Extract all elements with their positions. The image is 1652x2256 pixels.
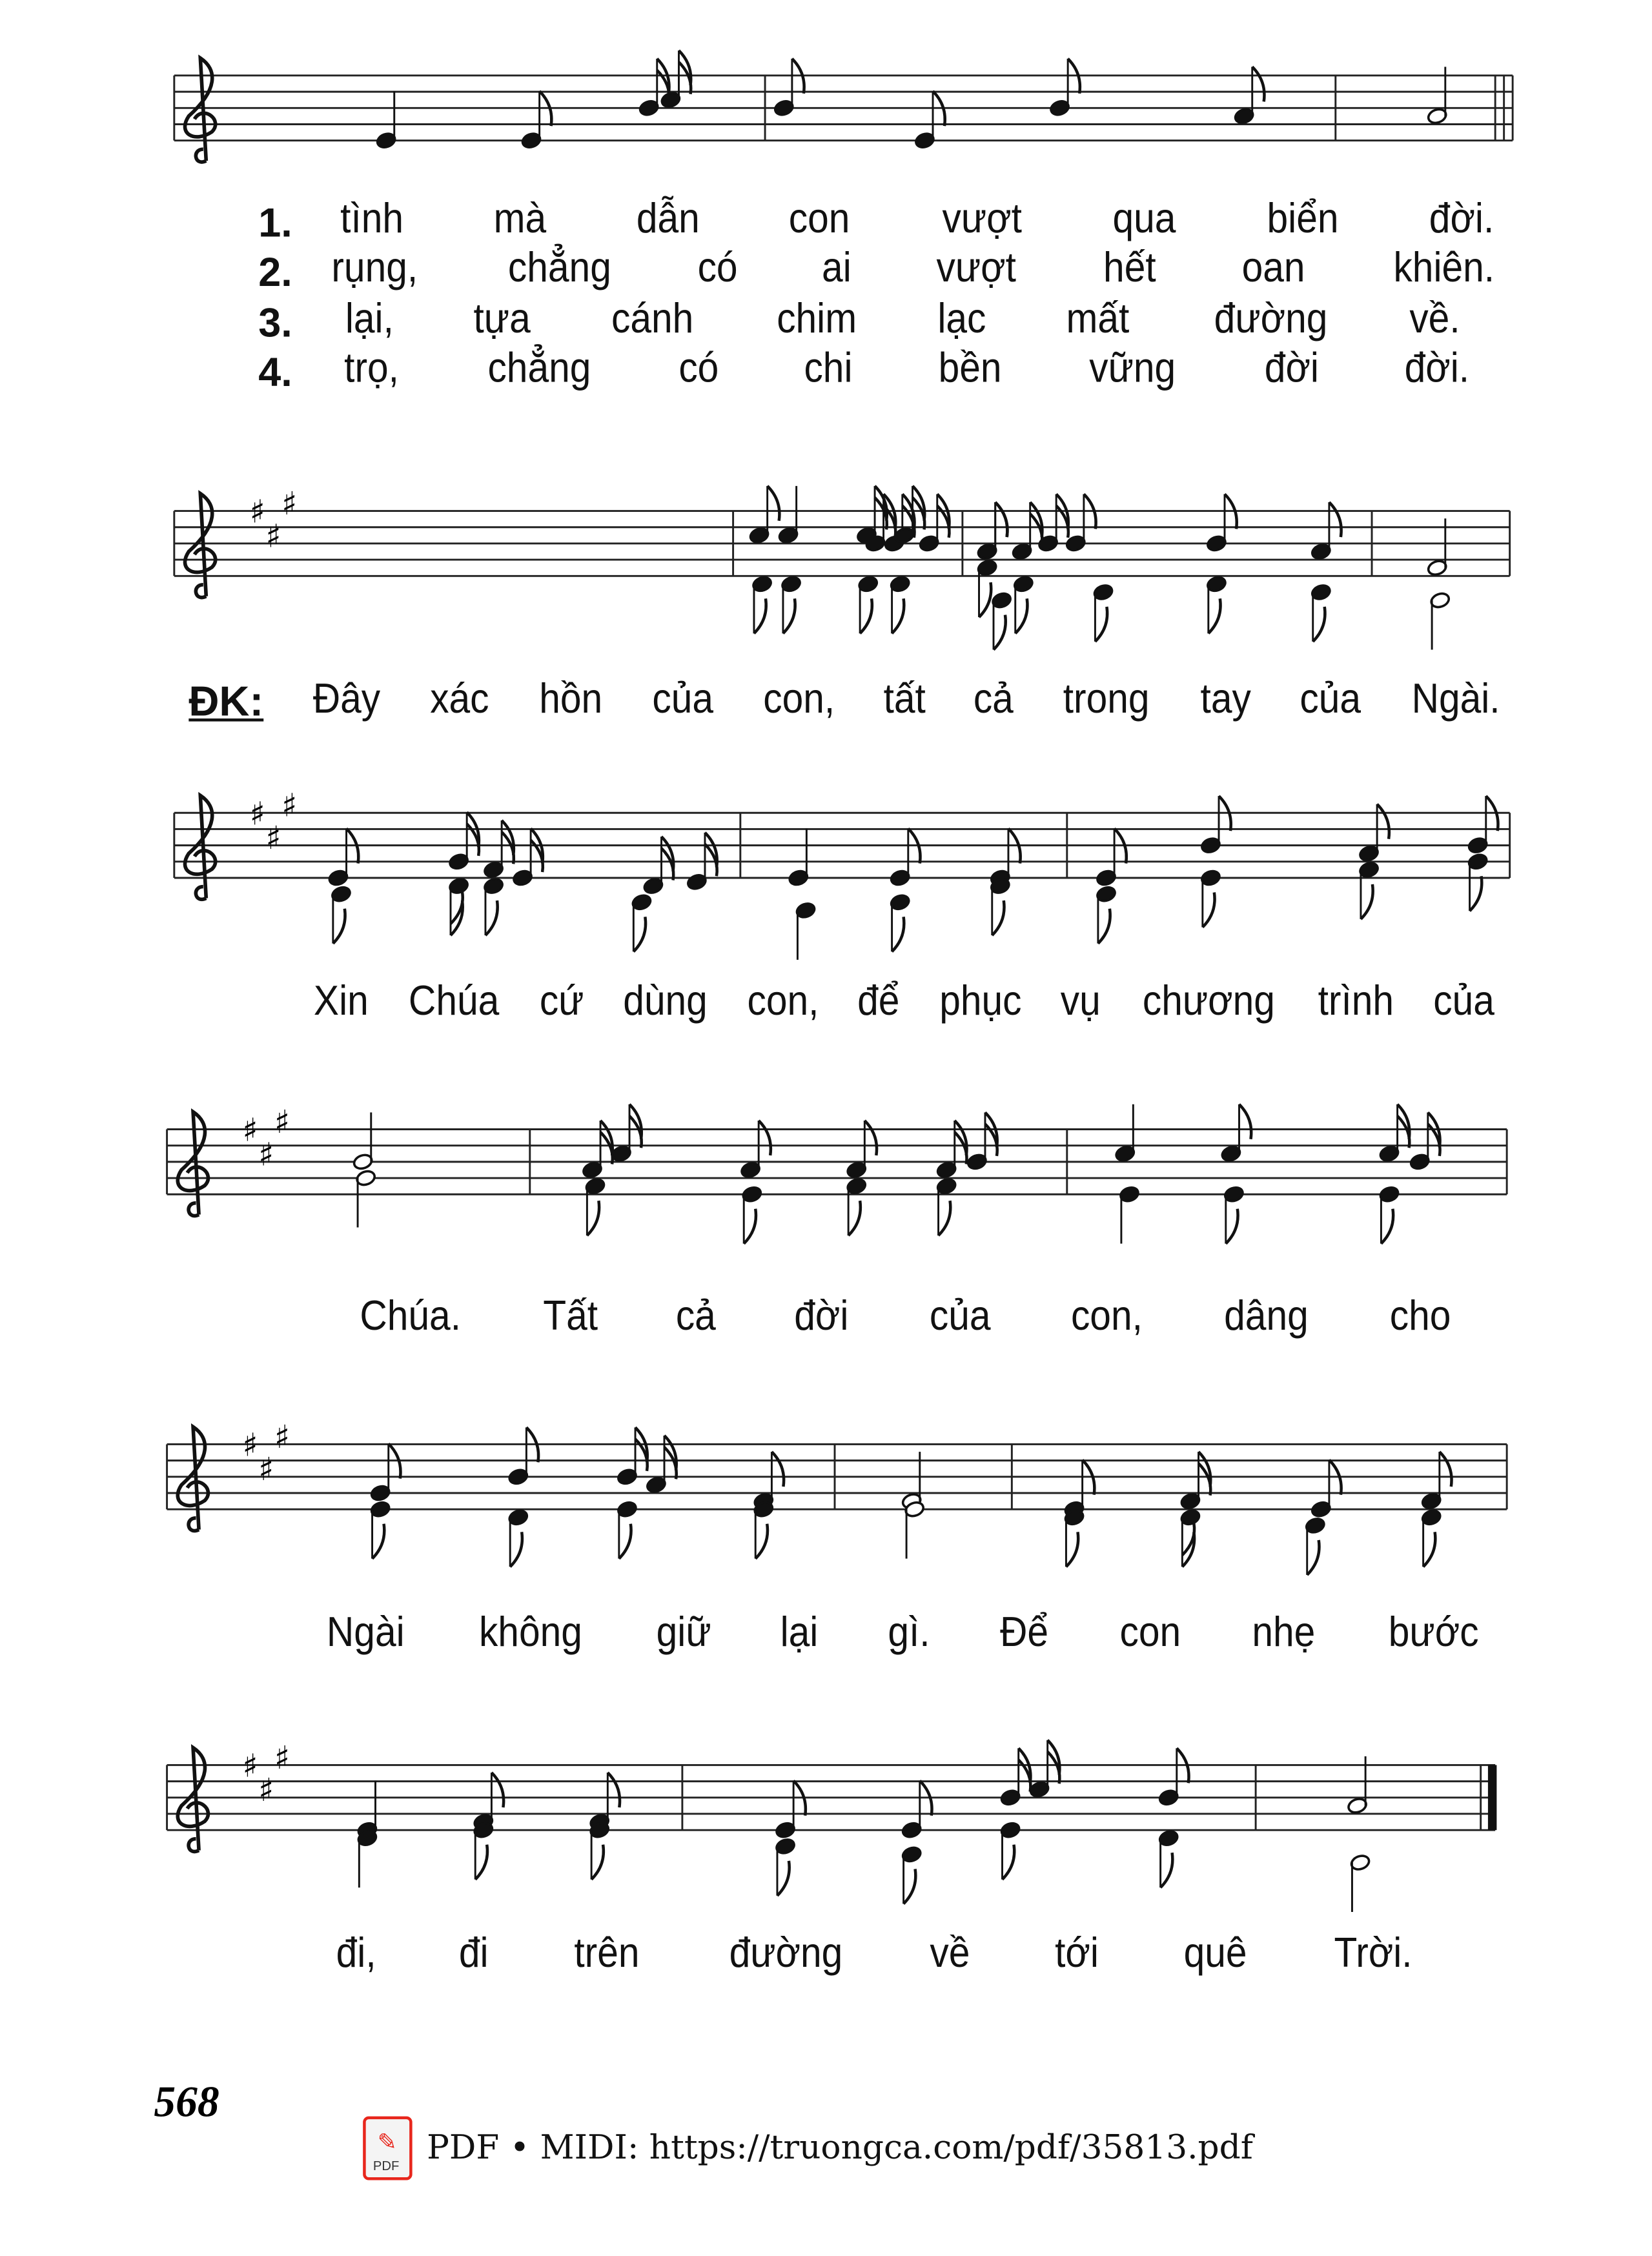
verse-number: 2.	[258, 249, 292, 295]
lyric-word: có	[698, 245, 739, 292]
lyric-word: đời	[1264, 345, 1319, 392]
lyric-word: đi,	[336, 1930, 376, 1977]
refrain-line-2	[311, 978, 1498, 1025]
lyric-word: cánh	[612, 296, 695, 343]
lyric-word: qua	[1112, 196, 1176, 243]
lyric-word: trên	[573, 1930, 640, 1977]
lyric-word: con	[1119, 1609, 1181, 1656]
verse-number: 3.	[258, 300, 292, 346]
lyric-word: quê	[1183, 1930, 1247, 1977]
note-flag	[1329, 502, 1341, 537]
note-flag	[1381, 1209, 1393, 1244]
lyric-word: hết	[1103, 245, 1156, 292]
note-flag	[1203, 893, 1215, 928]
note-flag	[777, 1861, 790, 1896]
lyric-word: xác	[430, 676, 489, 723]
lyric-word: dẫn	[635, 196, 699, 243]
note-flag	[864, 1121, 877, 1155]
note-flag	[485, 900, 498, 935]
note-flag	[372, 1524, 385, 1559]
note-flag	[783, 598, 795, 633]
lyric-word: bền	[938, 345, 1002, 392]
sharp-icon: ♯	[274, 1418, 290, 1456]
refrain-line-5	[334, 1930, 1417, 1977]
note-flag	[591, 1845, 604, 1880]
pdf-icon-label: PDF	[372, 2158, 400, 2173]
note-flag	[333, 909, 345, 944]
verse-1-lyrics	[337, 196, 1498, 243]
sharp-icon: ♯	[249, 795, 265, 833]
note-flag	[1239, 1104, 1251, 1139]
lyric-word: về.	[1410, 296, 1461, 343]
note-flag	[1015, 598, 1028, 633]
note-flag	[475, 1845, 487, 1880]
lyric-word: hồn	[538, 676, 602, 723]
lyric-word: tay	[1199, 676, 1251, 723]
note-flag	[755, 1524, 768, 1559]
lyric-word: nhẹ	[1252, 1609, 1316, 1656]
treble-clef-icon	[185, 58, 216, 162]
lyric-word: lạc	[938, 296, 987, 343]
note-flag	[744, 1209, 756, 1244]
refrain-label: ĐK:	[189, 679, 264, 726]
note-flag	[979, 582, 992, 617]
note-flag	[1423, 1532, 1436, 1567]
note-flag	[994, 615, 1006, 650]
pdf-file-icon[interactable]: ✎ PDF	[363, 2117, 412, 2180]
lyric-word: đời	[795, 1293, 850, 1340]
lyric-word: của	[651, 676, 713, 723]
sharp-icon: ♯	[242, 1426, 258, 1464]
lyric-word: giữ	[656, 1609, 711, 1656]
sharp-icon: ♯	[265, 517, 281, 555]
lyric-word: đời.	[1429, 196, 1495, 243]
lyric-word: tất	[884, 676, 926, 723]
lyric-word: Trời.	[1334, 1930, 1412, 1977]
lyric-word: biển	[1267, 196, 1339, 243]
lyric-word: tựa	[473, 296, 531, 343]
lyric-word: oan	[1241, 245, 1305, 292]
note-flag	[1208, 598, 1221, 633]
refrain-line-3	[354, 1293, 1455, 1340]
lyric-word: chẳng	[507, 245, 611, 292]
note-flag	[491, 1773, 504, 1807]
lyric-word: lại,	[345, 296, 394, 343]
lyric-word: chương	[1141, 978, 1274, 1025]
lyric-word: của	[1300, 676, 1361, 723]
verse-2-lyrics	[327, 245, 1500, 292]
note-flag	[848, 1201, 861, 1235]
lyric-word: chim	[777, 296, 857, 343]
lyric-word: mất	[1066, 296, 1130, 343]
note-flag	[1098, 909, 1110, 944]
lyric-word: bước	[1388, 1609, 1479, 1656]
lyric-word: đời.	[1405, 345, 1470, 392]
lyric-word: chi	[803, 345, 853, 392]
note-flag	[892, 917, 904, 951]
lyric-word: cả	[676, 1293, 717, 1340]
lyric-word: trình	[1318, 978, 1394, 1025]
lyric-word: rụng,	[331, 245, 418, 292]
sharp-icon: ♯	[258, 1450, 274, 1489]
lyric-word: con	[789, 196, 851, 243]
lyric-word: con,	[748, 978, 820, 1025]
lyric-word: chẳng	[487, 345, 591, 392]
note-flag	[939, 1201, 951, 1235]
lyric-word: cho	[1390, 1293, 1451, 1340]
note-flag	[1252, 66, 1265, 101]
verse-3-lyrics	[343, 296, 1463, 343]
note-flag	[1440, 1452, 1452, 1487]
lyric-word: con,	[762, 676, 835, 723]
note-flag	[587, 1201, 599, 1235]
lyric-word: Ngài.	[1411, 676, 1500, 723]
treble-clef-icon	[178, 1112, 208, 1216]
lyric-word: vụ	[1060, 978, 1101, 1025]
lyric-word: mà	[493, 196, 546, 243]
lyric-word: cứ	[538, 978, 584, 1025]
sharp-icon: ♯	[265, 819, 281, 857]
lyric-word: con,	[1070, 1293, 1143, 1340]
refrain-line-1	[309, 676, 1505, 723]
treble-clef-icon	[178, 1427, 208, 1530]
note-flag	[992, 900, 1004, 935]
lyric-word: Đây	[312, 676, 381, 723]
lyric-word: vững	[1090, 345, 1177, 392]
lyric-word: phục	[939, 978, 1021, 1025]
verse-number: 1.	[258, 200, 292, 246]
note-flag	[771, 1452, 784, 1487]
lyric-word: dùng	[622, 978, 707, 1025]
page-number: 568	[154, 2078, 219, 2127]
footer-text[interactable]: PDF • MIDI: https://truongca.com/pdf/35813.pdf	[427, 2129, 1253, 2168]
lyric-word: có	[678, 345, 719, 392]
sharp-icon: ♯	[242, 1747, 258, 1785]
lyric-word: của	[928, 1293, 990, 1340]
note-flag	[904, 1869, 916, 1904]
note-flag	[1226, 1209, 1238, 1244]
lyric-word: dâng	[1224, 1293, 1309, 1340]
lyric-word: khiên.	[1392, 245, 1494, 292]
lyric-word: về	[930, 1930, 970, 1977]
sharp-icon: ♯	[249, 493, 265, 531]
note-flag	[607, 1773, 620, 1807]
sharp-icon: ♯	[274, 1738, 290, 1776]
note-flag	[860, 598, 872, 633]
note-flag	[759, 1121, 771, 1155]
lyric-word: trong	[1063, 676, 1150, 723]
lyric-word: vượt	[936, 245, 1016, 292]
lyric-word: tình	[340, 196, 404, 243]
note-flag	[1095, 607, 1107, 642]
treble-clef-icon	[178, 1747, 208, 1851]
lyric-word: trọ,	[344, 345, 399, 392]
refrain-line-4	[322, 1609, 1484, 1656]
lyric-word: Chúa	[409, 978, 500, 1025]
note-flag	[1066, 1532, 1078, 1567]
lyric-word: đường	[1213, 296, 1327, 343]
lyric-word: đi	[459, 1930, 489, 1977]
note-flag	[1361, 884, 1373, 919]
note-flag	[1307, 1540, 1320, 1575]
note-flag	[768, 486, 780, 521]
footer-link[interactable]	[363, 2117, 1253, 2180]
lyric-word: của	[1433, 978, 1495, 1025]
verse-4-lyrics	[341, 345, 1473, 392]
sharp-icon: ♯	[274, 1103, 290, 1141]
lyric-word: Tất	[542, 1293, 598, 1340]
verse-number: 4.	[258, 349, 292, 395]
lyric-word: cả	[973, 676, 1014, 723]
note-flag	[995, 502, 1008, 537]
note-flag	[892, 598, 904, 633]
lyric-word: Xin	[313, 978, 369, 1025]
sharp-icon: ♯	[258, 1135, 274, 1174]
lyric-word: Chúa.	[360, 1293, 462, 1340]
lyric-word: tới	[1054, 1930, 1099, 1977]
note-flag	[633, 917, 646, 951]
lyric-word: ai	[821, 245, 851, 292]
sharp-icon: ♯	[281, 786, 298, 824]
treble-clef-icon	[185, 494, 216, 598]
lyric-word: gì.	[888, 1609, 930, 1656]
note-flag	[1377, 804, 1389, 839]
lyric-word: Ngài	[326, 1609, 405, 1656]
lyric-word: không	[479, 1609, 583, 1656]
note-flag	[510, 1532, 522, 1567]
final-barline	[1488, 1765, 1496, 1830]
sharp-icon: ♯	[242, 1111, 258, 1149]
lyric-word: vượt	[941, 196, 1022, 243]
lyric-word: lại	[780, 1609, 819, 1656]
note-flag	[619, 1524, 631, 1559]
treble-clef-icon	[185, 795, 216, 899]
lyric-word: đường	[728, 1930, 842, 1977]
note-flag	[1161, 1853, 1173, 1887]
lyric-word: Để	[999, 1609, 1048, 1656]
note-flag	[1470, 876, 1482, 911]
note-flag	[1003, 1845, 1015, 1880]
note-flag	[754, 598, 766, 633]
sharp-icon: ♯	[258, 1771, 274, 1809]
note-flag	[1313, 607, 1325, 642]
sharp-icon: ♯	[281, 484, 298, 522]
lyric-word: để	[857, 978, 901, 1025]
